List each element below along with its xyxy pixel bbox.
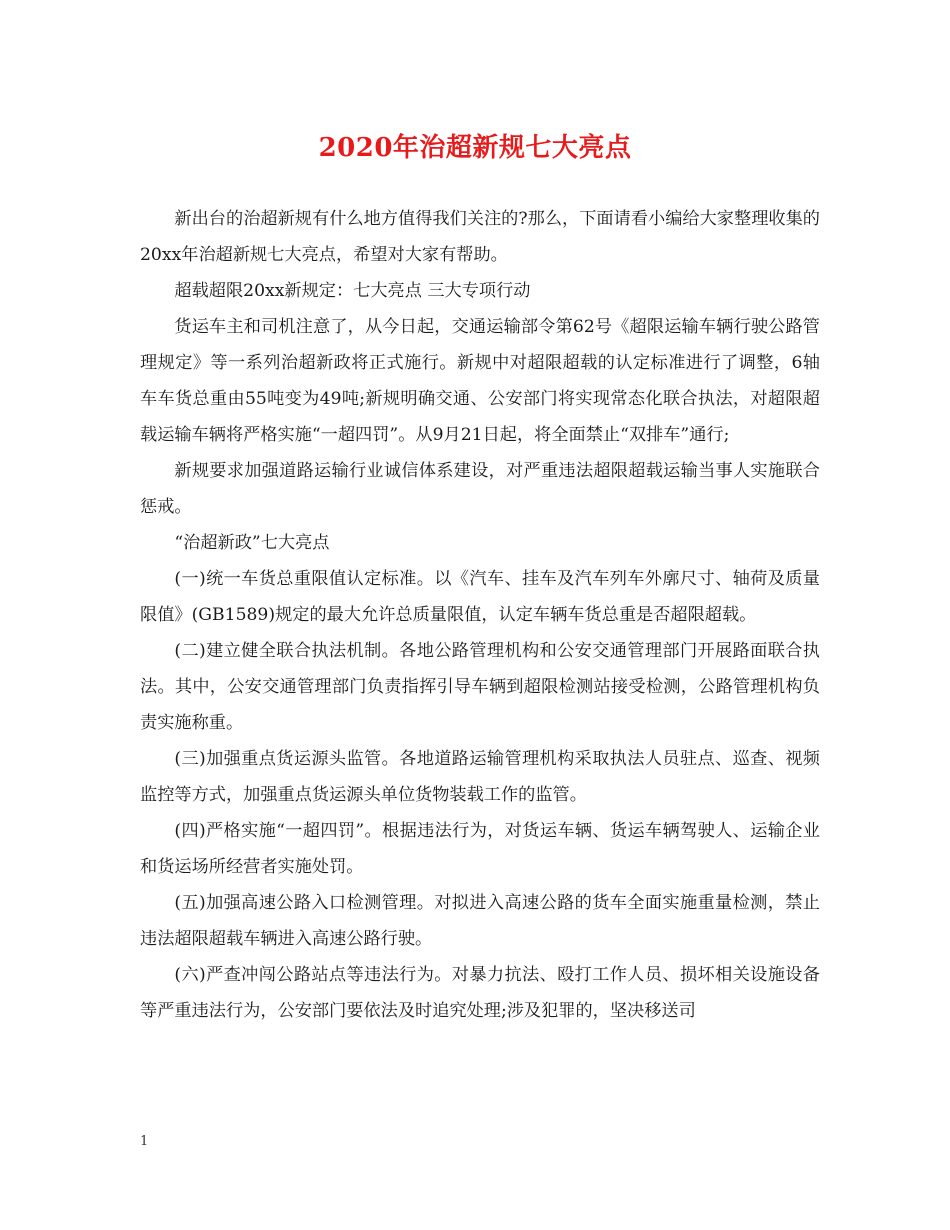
- document-title: 2020年治超新规七大亮点: [318, 133, 632, 163]
- paragraph-point-6: (六)严查冲闯公路站点等违法行为。对暴力抗法、殴打工作人员、损坏相关设施设备等严重违法行为，公安部门要依法及时追究处理;涉及犯罪的，坚决移送司: [140, 965, 820, 1021]
- paragraph-intro: 新出台的治超新规有什么地方值得我们关注的?那么，下面请看小编给大家整理收集的20xx年治超新规七大亮点，希望对大家有帮助。: [140, 209, 820, 265]
- document-body: [140, 201, 820, 1029]
- paragraph-point-5: (五)加强高速公路入口检测管理。对拟进入高速公路的货车全面实施重量检测，禁止违法超限超载车辆进入高速公路行驶。: [140, 893, 820, 949]
- paragraph-point-3: (三)加强重点货运源头监管。各地道路运输管理机构采取执法人员驻点、巡查、视频监控等方式，加强重点货运源头单位货物装载工作的监管。: [140, 749, 820, 805]
- page-number: 1: [140, 1134, 149, 1149]
- paragraph-point-2: (二)建立健全联合执法机制。各地公路管理机构和公安交通管理部门开展路面联合执法。其中，公安交通管理部门负责指挥引导车辆到超限检测站接受检测，公路管理机构负责实施称重。: [140, 641, 820, 733]
- paragraph-news: 货运车主和司机注意了，从今日起，交通运输部令第62号《超限运输车辆行驶公路管理规定》等一系列治超新政将正式施行。新规中对超限超载的认定标准进行了调整，6轴车车货总重由55吨变为49吨;新规明确交通、公安部门将实现常态化联合执法，对超限超载运输车辆将严格实施“一超四罚”。从9月21日起，将全面禁止“双排车”通行;: [140, 317, 820, 445]
- paragraph-point-4: (四)严格实施“一超四罚”。根据违法行为，对货运车辆、货运车辆驾驶人、运输企业和货运场所经营者实施处罚。: [140, 821, 820, 877]
- paragraph-point-1: (一)统一车货总重限值认定标准。以《汽车、挂车及汽车列车外廓尺寸、轴荷及质量限值》(GB1589)规定的最大允许总质量限值，认定车辆车货总重是否超限超载。: [140, 569, 820, 625]
- paragraph-section-heading: “治超新政”七大亮点: [174, 533, 330, 553]
- paragraph-subheading: 超载超限20xx新规定：七大亮点 三大专项行动: [174, 281, 531, 301]
- paragraph-credit: 新规要求加强道路运输行业诚信体系建设，对严重违法超限超载运输当事人实施联合惩戒。: [140, 461, 820, 517]
